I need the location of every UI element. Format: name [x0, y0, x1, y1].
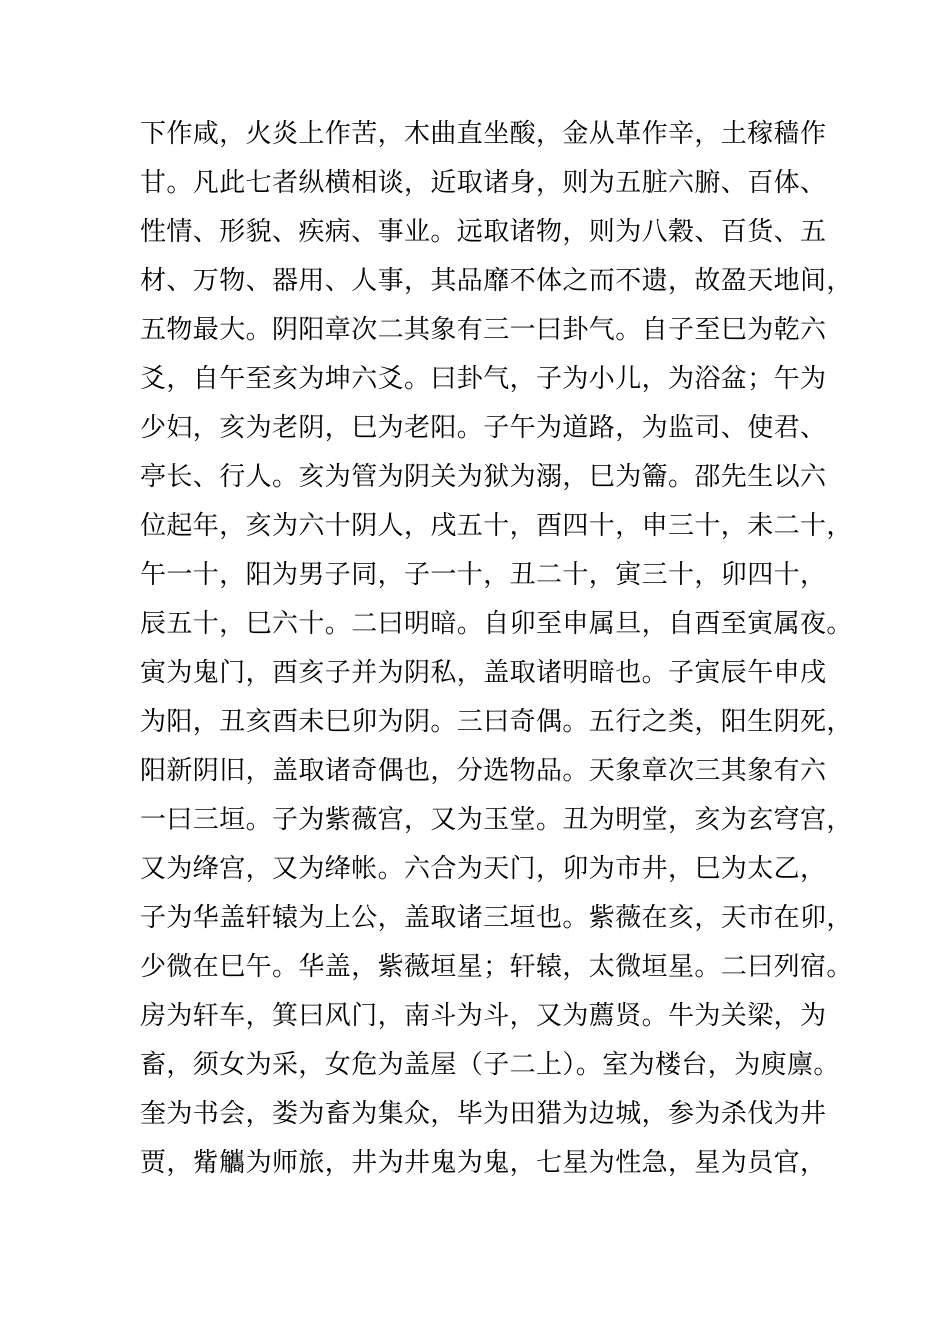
- text-line: 子为华盖轩辕为上公，盖取诸三垣也。紫薇在亥，天市在卯，: [140, 903, 853, 933]
- text-line: 一曰三垣。子为紫薇宫，又为玉堂。丑为明堂，亥为玄穹宫，: [140, 805, 853, 835]
- text-line: 材、万物、器用、人事，其品靡不体之而不遗，故盈天地间，: [140, 266, 853, 296]
- text-line: 又为绛宫，又为绛帐。六合为天门，卯为市井，巳为太乙，: [140, 854, 827, 884]
- text-line: 下作咸，火炎上作苦，木曲直坐酸，金从革作辛，土稼穑作: [140, 119, 827, 149]
- text-line: 性情、形貌、疾病、事业。远取诸物，则为八穀、百货、五: [140, 217, 827, 247]
- text-line: 为阳，丑亥酉未巳卯为阴。三曰奇偶。五行之类，阳生阴死，: [140, 707, 853, 737]
- text-line: 五物最大。阴阳章次二其象有三一曰卦气。自子至巳为乾六: [140, 315, 827, 345]
- text-line: 亭长、行人。亥为管为阴关为狱为溺，巳为籥。邵先生以六: [140, 462, 827, 492]
- text-line: 畜，须女为采，女危为盖屋（子二上）。室为楼台，为庾廪。: [140, 1050, 840, 1080]
- text-line: 甘。凡此七者纵横相谈，近取诸身，则为五脏六腑、百体、: [140, 168, 827, 198]
- text-line: 房为轩车，箕曰风门，南斗为斗，又为薦贤。牛为关梁，为: [140, 1001, 827, 1031]
- text-line: 寅为鬼门，酉亥子并为阴私，盖取诸明暗也。子寅辰午申戌: [140, 658, 827, 688]
- text-line: 阳新阴旧，盖取诸奇偶也，分选物品。天象章次三其象有六: [140, 756, 827, 786]
- text-line: 爻，自午至亥为坤六爻。曰卦气，子为小儿，为浴盆；午为: [140, 364, 827, 394]
- text-line: 少妇，亥为老阴，巳为老阳。子午为道路，为监司、使君、: [140, 413, 827, 443]
- text-line: 辰五十，巳六十。二曰明暗。自卯至申属旦，自酉至寅属夜。: [140, 609, 853, 639]
- text-line: 奎为书会，娄为畜为集众，毕为田猎为边城，参为杀伐为井: [140, 1099, 827, 1129]
- text-body: [140, 110, 853, 1188]
- text-line: 位起年，亥为六十阴人，戌五十，酉四十，申三十，未二十，: [140, 511, 853, 541]
- text-line: 贾，觜觿为师旅，井为井鬼为鬼，七星为性急，星为员官，: [140, 1148, 827, 1178]
- text-line: 少微在巳午。华盖，紫薇垣星；轩辕，太微垣星。二曰列宿。: [140, 952, 853, 982]
- text-line: 午一十，阳为男子同，子一十，丑二十，寅三十，卯四十，: [140, 560, 827, 590]
